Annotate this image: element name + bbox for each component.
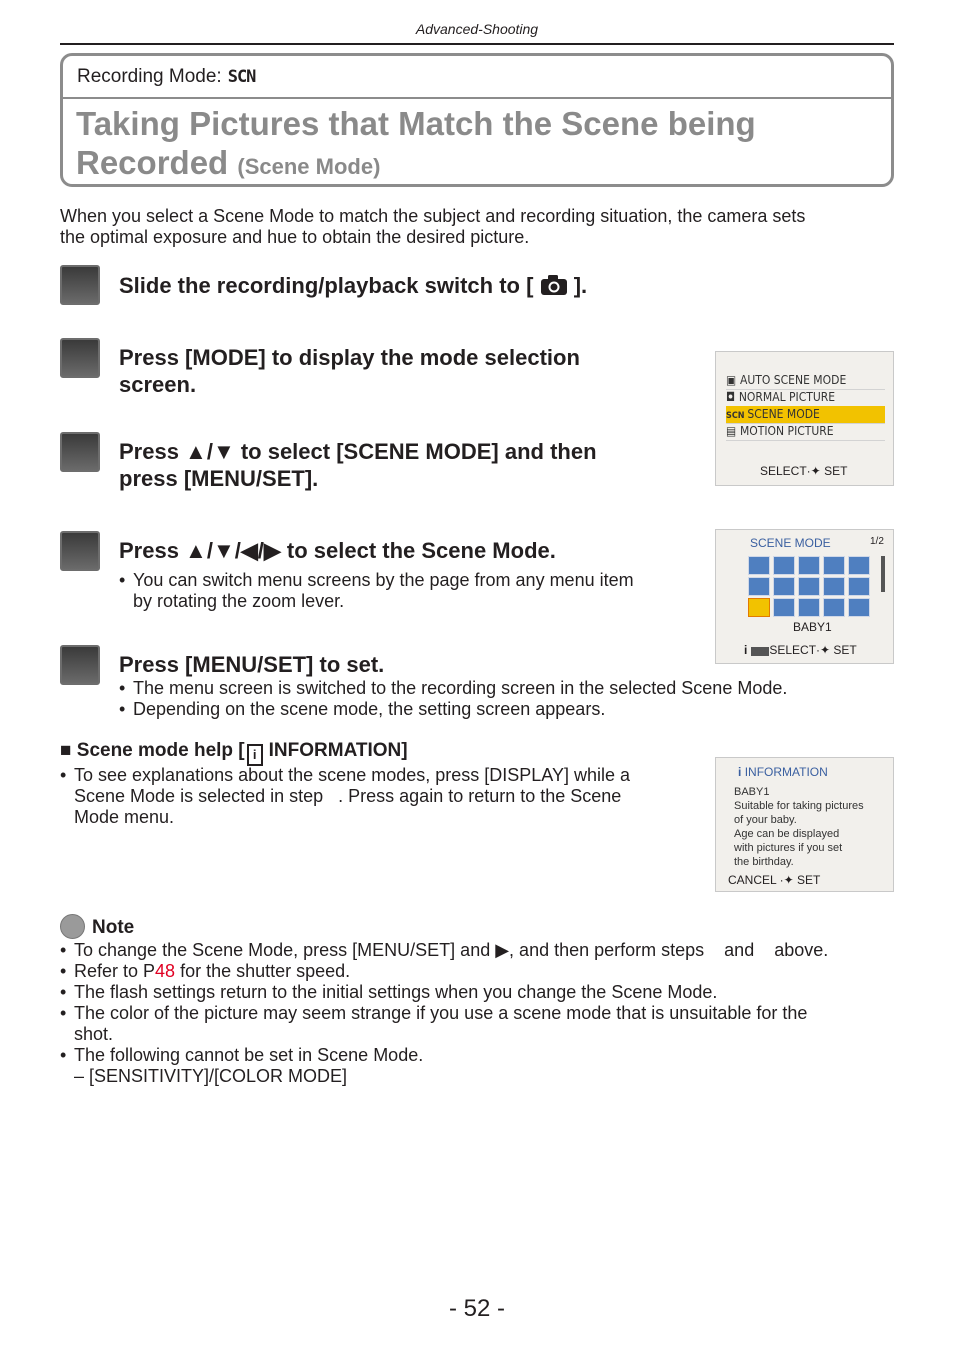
- step-1-text-b: ].: [573, 273, 588, 298]
- scene-cell: [798, 577, 820, 596]
- step-3-line-1: Press ▲/▼ to select [SCENE MODE] and then: [119, 439, 597, 464]
- help-heading-a: Scene mode help [: [76, 740, 245, 761]
- scene-cell: [748, 556, 770, 575]
- camera-icon: [540, 274, 568, 296]
- step-4-bullets: [119, 570, 699, 612]
- mode-menu-screenshot: [715, 351, 894, 486]
- info-screen-footer: CANCEL ·✦ SET: [728, 873, 821, 887]
- scene-cell: [848, 577, 870, 596]
- scene-cell: [773, 577, 795, 596]
- help-heading: [60, 740, 408, 766]
- step-5-bullet-1: • The menu screen is switched to the recording screen in the selected Scene Mode.: [119, 678, 889, 699]
- note-sub-item: – [SENSITIVITY]/[COLOR MODE]: [74, 1066, 348, 1086]
- scene-menu-scrollbar: [881, 556, 885, 592]
- step-5-bullet-2: • Depending on the scene mode, the setting screen appears.: [119, 699, 889, 720]
- square-bullet-icon: ■: [60, 740, 72, 761]
- step-1-text-a: Slide the recording/playback switch to [: [119, 273, 534, 298]
- note-heading: Note: [92, 917, 135, 938]
- mode-menu-footer: SELECT·✦ SET: [760, 464, 848, 478]
- mode-item-auto: ▣ AUTO SCENE MODE: [726, 372, 885, 390]
- help-heading-b: INFORMATION]: [268, 740, 408, 761]
- section-header: Advanced-Shooting: [415, 21, 539, 37]
- page-number: - 52 -: [448, 1295, 505, 1322]
- scene-menu-screenshot: [715, 529, 894, 664]
- info-screen-text: BABY1 Suitable for taking pictures of your baby. Age can be displayed with pictures if you set the birthday.: [734, 786, 864, 868]
- step-2-icon: [60, 338, 100, 378]
- header-rule: [60, 43, 894, 45]
- scene-cell: [773, 556, 795, 575]
- info-screenshot: [715, 757, 894, 892]
- scene-cell: [798, 598, 820, 617]
- step-4-heading: Press ▲/▼/◀/▶ to select the Scene Mode.: [119, 538, 556, 563]
- step-2-line-2: screen.: [119, 372, 197, 397]
- info-screen-title: i INFORMATION: [738, 765, 828, 779]
- step-3-line-2: press [MENU/SET].: [119, 466, 319, 491]
- scene-cell: [848, 556, 870, 575]
- help-bullet-1: • To see explanations about the scene modes, press [DISPLAY] while a Scene Mode is selected in step . Press again to return to the Scene Mode menu.: [60, 765, 700, 828]
- scene-menu-page: 1/2: [870, 536, 884, 547]
- scene-cell: [798, 556, 820, 575]
- title-divider: [63, 97, 891, 99]
- step-1-icon: [60, 265, 100, 305]
- scene-cell-selected: [748, 598, 770, 617]
- scene-cell: [748, 577, 770, 596]
- scene-menu-label: BABY1: [793, 620, 832, 634]
- intro-paragraph: [60, 206, 900, 248]
- mode-item-scene-selected: SCN SCENE MODE: [726, 406, 885, 424]
- step-2-heading: [119, 344, 580, 398]
- note-bullet-5: • The following cannot be set in Scene Mode.: [60, 1045, 920, 1066]
- step-1-heading: [119, 272, 587, 299]
- info-icon: i: [247, 744, 263, 766]
- scn-mode-icon: SCN: [227, 67, 256, 87]
- note-bullet-3: • The flash settings return to the initial settings when you change the Scene Mode.: [60, 982, 920, 1003]
- recording-mode-label: Recording Mode:: [77, 66, 222, 87]
- scene-cell: [773, 598, 795, 617]
- scene-cell: [848, 598, 870, 617]
- note-pencil-icon: [60, 914, 85, 939]
- title-box: [60, 53, 894, 187]
- step-4-icon: [60, 531, 100, 571]
- note-bullet-1: • To change the Scene Mode, press [MENU/SET] and ▶, and then perform steps and above.: [60, 940, 920, 961]
- mode-item-normal: ◘ NORMAL PICTURE: [726, 389, 885, 407]
- page-48-link[interactable]: 48: [155, 961, 176, 981]
- step-5-heading: Press [MENU/SET] to set.: [119, 652, 385, 677]
- scene-cell: [823, 556, 845, 575]
- note-bullets: [60, 940, 920, 1066]
- title-subtitle: (Scene Mode): [237, 154, 381, 179]
- scene-cell: [823, 598, 845, 617]
- intro-line-1: When you select a Scene Mode to match the subject and recording situation, the camera sets: [60, 206, 806, 226]
- scene-menu-title: SCENE MODE: [750, 536, 831, 550]
- step-5-icon: [60, 645, 100, 685]
- step-2-line-1: Press [MODE] to display the mode selection: [119, 345, 580, 370]
- help-bullets: [60, 765, 700, 828]
- title-line-2: Recorded: [76, 144, 229, 181]
- page-title: [76, 104, 876, 186]
- recording-mode-line: [77, 66, 255, 88]
- step-3-icon: [60, 432, 100, 472]
- scene-menu-footer: i DISPSELECT·✦ SET: [744, 643, 857, 657]
- title-line-1: Taking Pictures that Match the Scene being: [76, 105, 756, 142]
- intro-line-2: the optimal exposure and hue to obtain the desired picture.: [60, 227, 530, 247]
- mode-item-motion: ▤ MOTION PICTURE: [726, 423, 885, 441]
- scene-cell: [823, 577, 845, 596]
- note-bullet-2: • Refer to P48 for the shutter speed.: [60, 961, 920, 982]
- note-bullet-4: • The color of the picture may seem strange if you use a scene mode that is unsuitable for the shot.: [60, 1003, 920, 1045]
- step-4-bullet-1: • You can switch menu screens by the page from any menu item by rotating the zoom lever.: [119, 570, 699, 612]
- step-5-bullets: [119, 678, 889, 720]
- step-3-heading: [119, 438, 597, 492]
